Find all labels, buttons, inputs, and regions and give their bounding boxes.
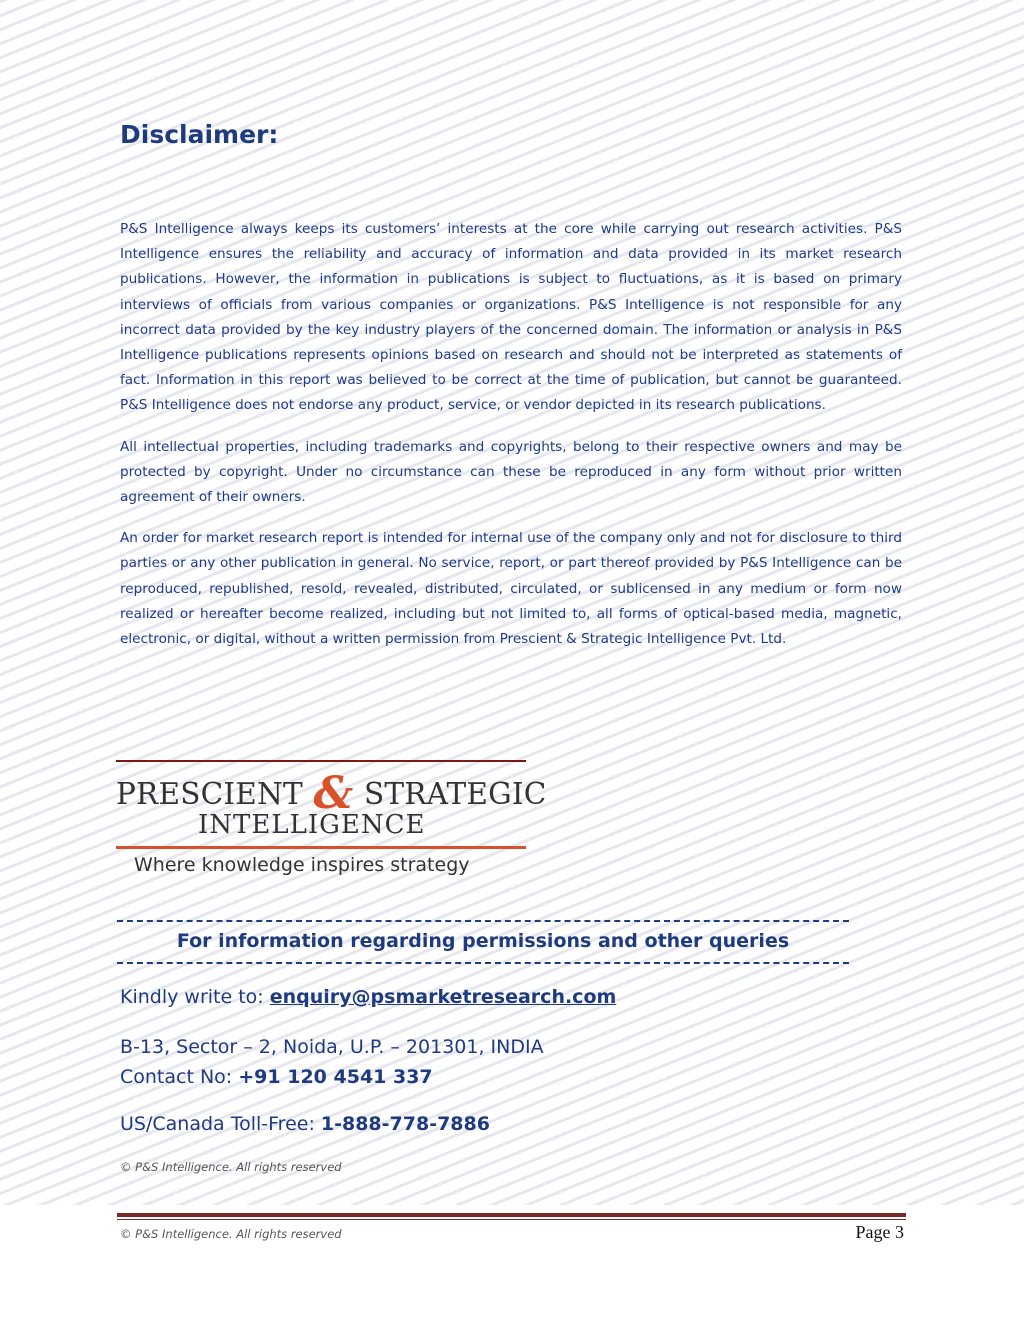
- logo-word-intelligence: INTELLIGENCE: [198, 810, 426, 840]
- footer-copyright: © P&S Intelligence. All rights reserved: [120, 1227, 342, 1241]
- logo-word-prescient: PRESCIENT: [116, 777, 303, 811]
- footer-rule-thin: [117, 1219, 906, 1220]
- disclaimer-paragraph-3: An order for market research report is intended for internal use of the company only and not for disclosure to third parties or any other publication in general. No service, report, or part thereof provided by P&S Intelligence can be reproduced, republished, resold, revealed, distributed, circulated, or sublicensed in any medium or form now realized or hereafter become realized, including but not limited to, all forms of optical-based media, magnetic, electronic, or digital, without a written permission from Prescient & Strategic Intelligence Pvt. Ltd.: [120, 530, 902, 648]
- dashed-divider-bottom: [117, 962, 849, 964]
- email-link[interactable]: enquiry@psmarketresearch.com: [269, 986, 617, 1008]
- toll-free-line: [120, 1113, 490, 1135]
- page-title: Disclaimer:: [120, 120, 279, 149]
- logo-tagline: Where knowledge inspires strategy: [134, 854, 470, 876]
- contact-number-line: [120, 1066, 433, 1088]
- body-copyright: © P&S Intelligence. All rights reserved: [120, 1160, 342, 1174]
- write-to-line: [120, 986, 616, 1008]
- page-number: Page 3: [855, 1222, 904, 1242]
- logo-ampersand: &: [313, 768, 354, 819]
- logo-top-bar: [116, 760, 526, 762]
- info-heading: For information regarding permissions and other queries: [176, 930, 790, 952]
- footer-rule-thick: [117, 1213, 906, 1217]
- disclaimer-body: [120, 217, 902, 668]
- contact-label: Contact No:: [120, 1066, 239, 1088]
- logo-word-strategic: STRATEGIC: [363, 777, 547, 811]
- dashed-divider-top: [117, 920, 849, 922]
- toll-free-label: US/Canada Toll-Free:: [120, 1113, 321, 1135]
- disclaimer-paragraph-1: P&S Intelligence always keeps its customers’ interests at the core while carrying out research activities. P&S Intelligence ensures the reliability and accuracy of information and data provided in its market research publications. However, the information in publications is subject to fluctuations, as it is based on primary interviews of officials from various companies or organizations. P&S Intelligence is not responsible for any incorrect data provided by the key industry players of the concerned domain. The information or analysis in P&S Intelligence publications represents opinions based on research and should not be interpreted as statements of fact. Information in this report was believed to be correct at the time of publication, but cannot be guaranteed. P&S Intelligence does not endorse any product, service, or vendor depicted in its research publications.: [120, 221, 902, 414]
- logo-orange-bar: [116, 846, 526, 849]
- write-to-label: Kindly write to:: [120, 986, 270, 1008]
- disclaimer-paragraph-2: All intellectual properties, including trademarks and copyrights, belong to their respective owners and may be protected by copyright. Under no circumstance can these be reproduced in any form without prior written agreement of their owners.: [120, 438, 902, 506]
- company-logo: [116, 760, 547, 890]
- address-line: B-13, Sector – 2, Noida, U.P. – 201301, INDIA: [120, 1036, 544, 1058]
- contact-number: +91 120 4541 337: [238, 1066, 433, 1088]
- toll-free-number: 1-888-778-7886: [320, 1113, 490, 1135]
